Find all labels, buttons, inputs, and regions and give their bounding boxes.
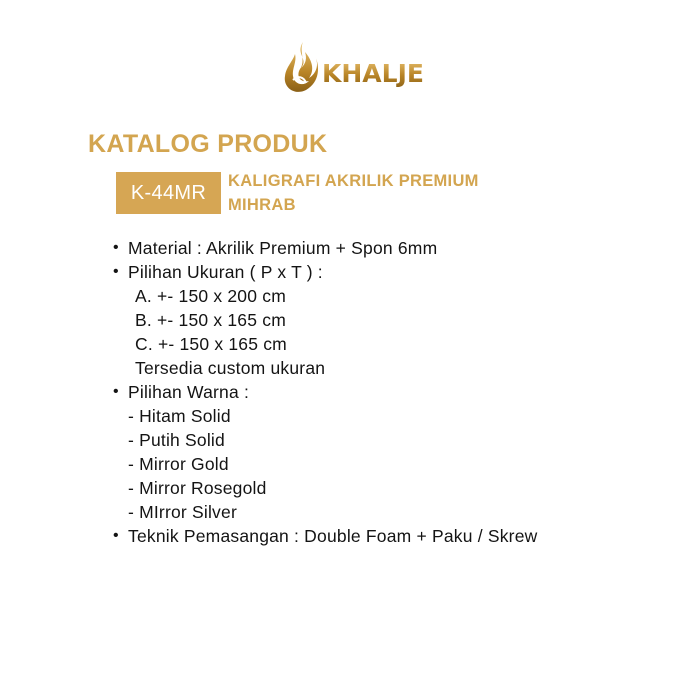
color-heading: Pilihan Warna :	[128, 382, 250, 402]
spec-list	[113, 236, 537, 548]
bullet: •	[113, 527, 119, 544]
size-option-c: C. +- 150 x 165 cm	[135, 334, 287, 354]
spec-item-color	[113, 380, 537, 404]
spec-item-installation	[113, 524, 537, 548]
color-option: - MIrror Silver	[128, 502, 237, 522]
size-option-b: B. +- 150 x 165 cm	[135, 310, 286, 330]
flame-calligraphy-icon	[282, 40, 320, 96]
size-option-a: A. +- 150 x 200 cm	[135, 286, 286, 306]
brand-logo	[282, 40, 424, 96]
bullet: •	[113, 263, 119, 280]
material-text: Material : Akrilik Premium + Spon 6mm	[128, 238, 438, 258]
product-name: KALIGRAFI AKRILIK PREMIUM MIHRAB	[228, 172, 479, 214]
catalog-title: KATALOG PRODUK	[88, 130, 328, 158]
spec-item-material	[113, 236, 537, 260]
size-heading: Pilihan Ukuran ( P x T ) :	[128, 262, 323, 282]
brand-name: KHALJE	[322, 58, 424, 88]
bullet: •	[113, 239, 119, 256]
bullet: •	[113, 383, 119, 400]
spec-item-size	[113, 260, 537, 284]
custom-size-note: Tersedia custom ukuran	[135, 358, 326, 378]
installation-text: Teknik Pemasangan : Double Foam + Paku / Skrew	[128, 526, 538, 546]
color-option: - Hitam Solid	[128, 406, 231, 426]
color-option: - Mirror Rosegold	[128, 478, 267, 498]
color-option: - Putih Solid	[128, 430, 225, 450]
color-option: - Mirror Gold	[128, 454, 229, 474]
product-code-badge: K-44MR	[116, 172, 221, 214]
